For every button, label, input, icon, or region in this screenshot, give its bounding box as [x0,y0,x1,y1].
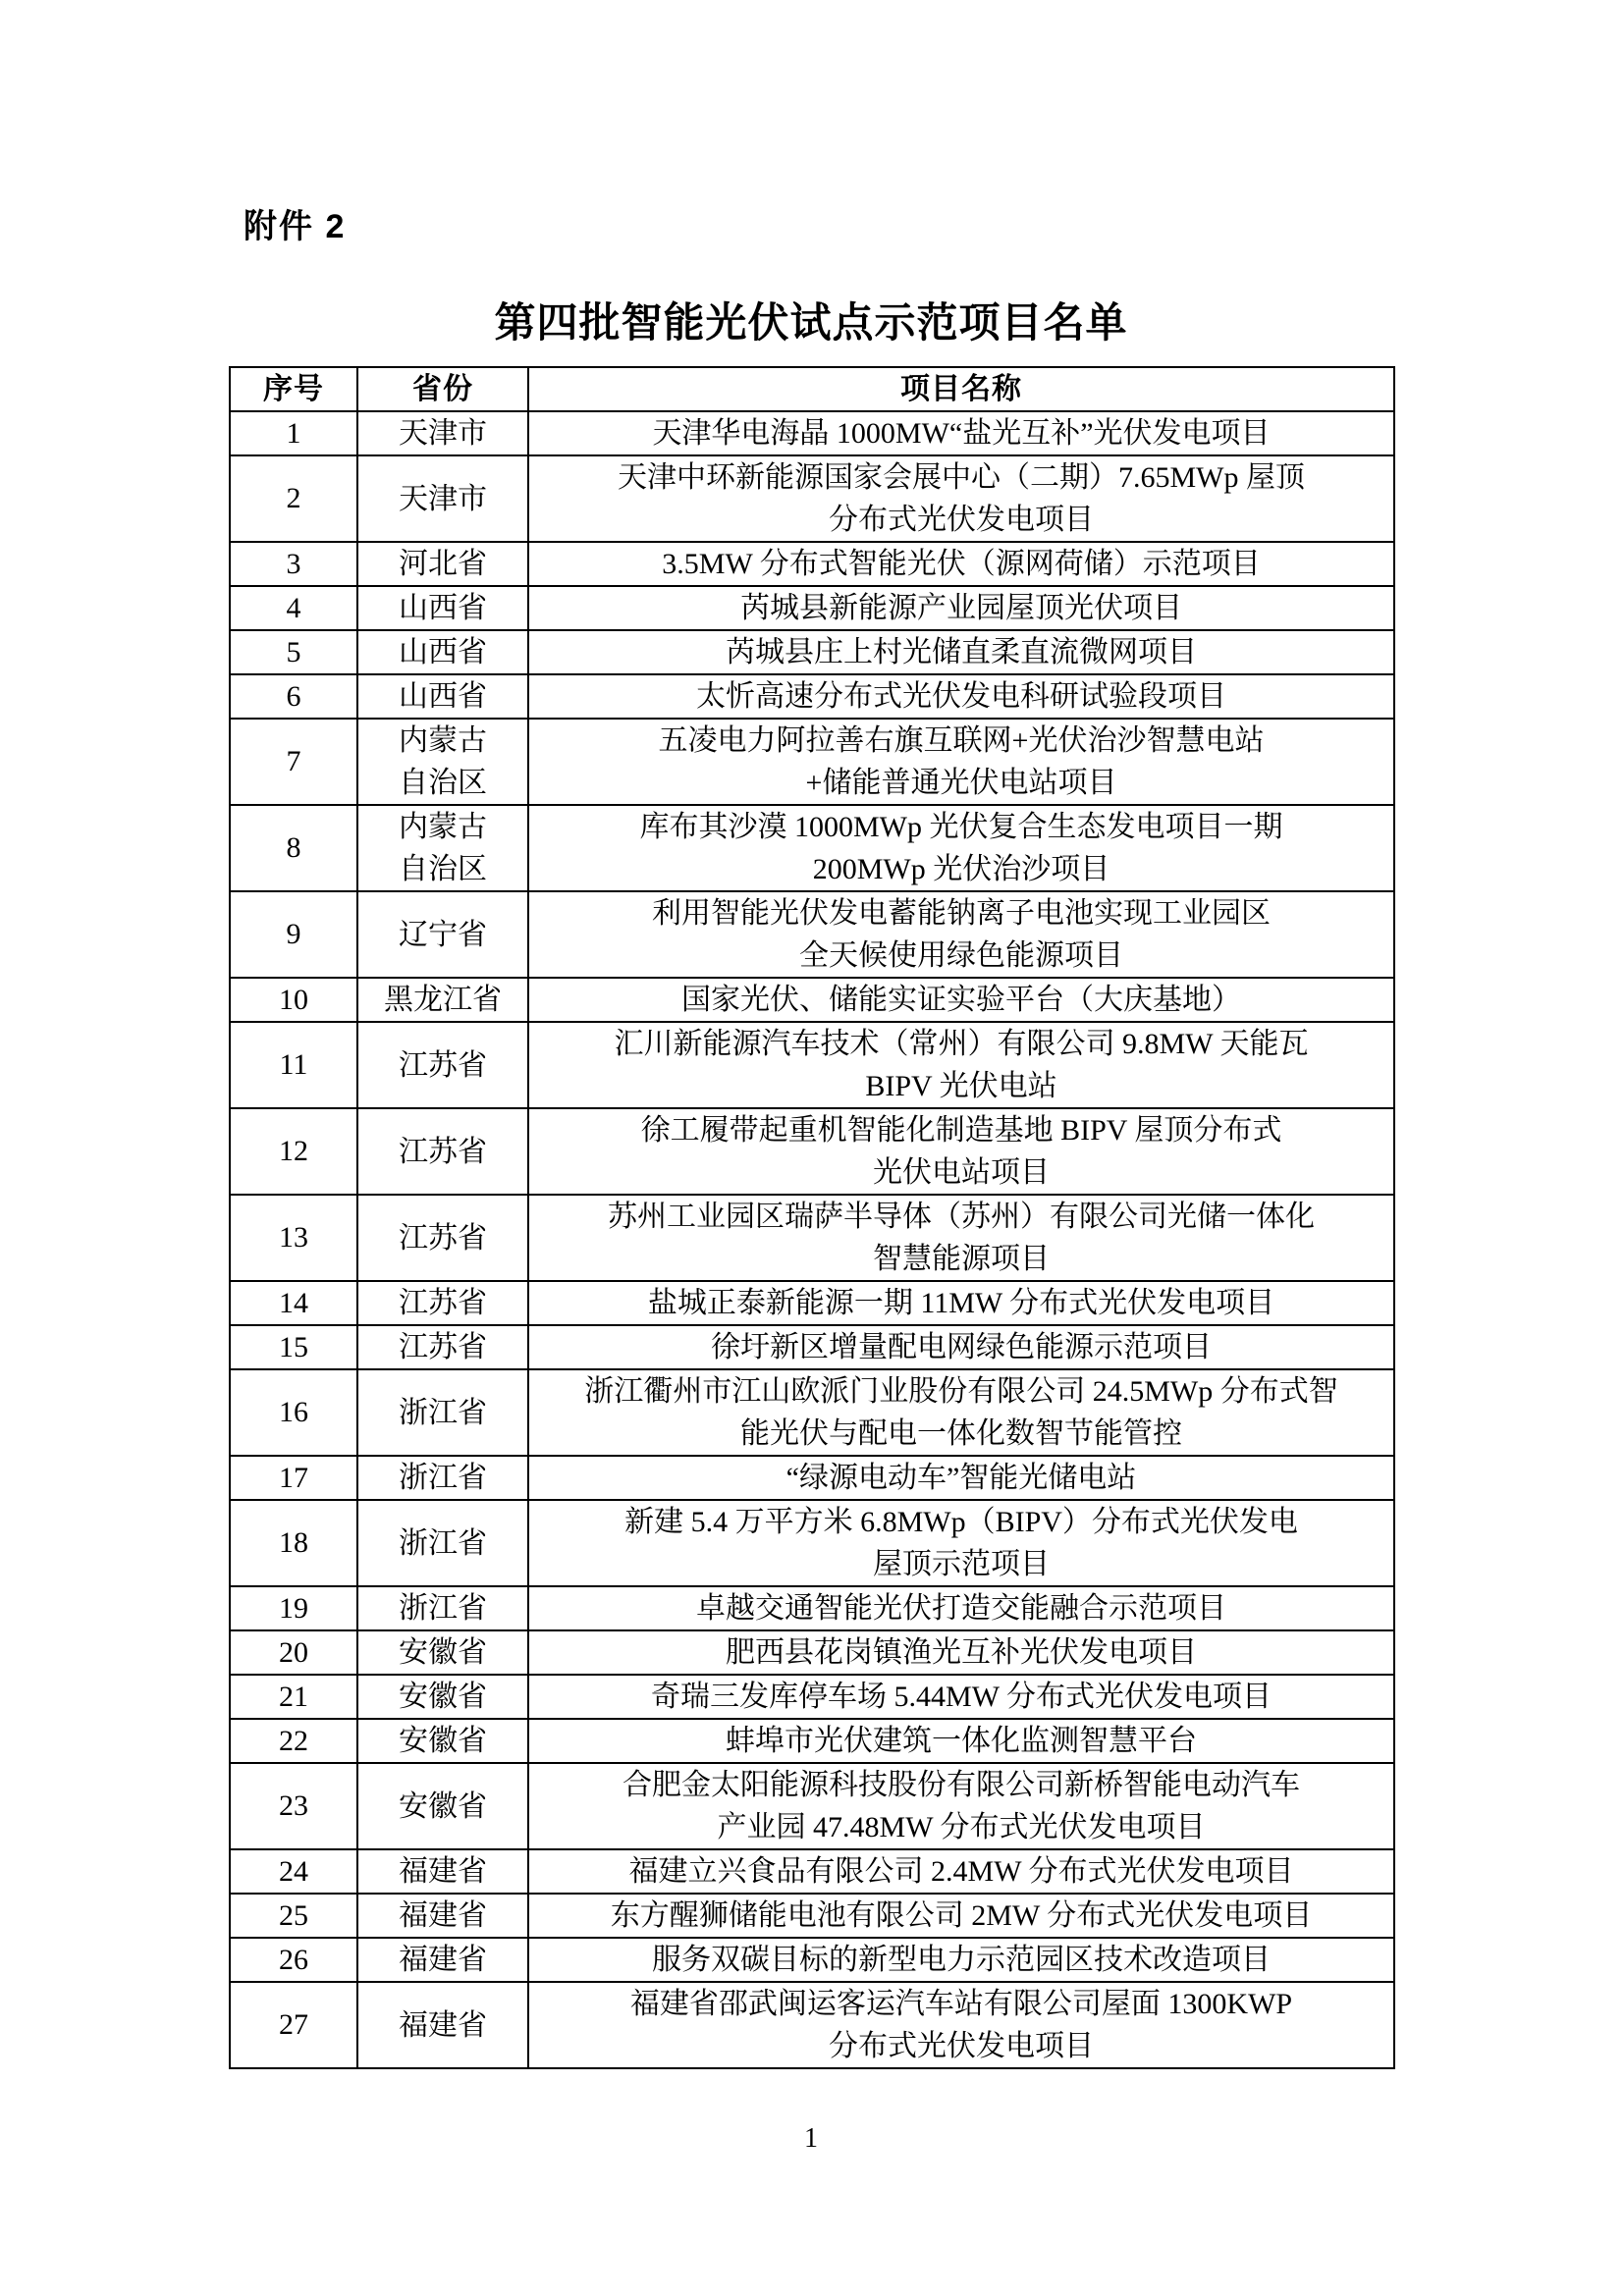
table-row [230,1630,1394,1675]
cell-project-name [528,1195,1394,1281]
table-row [230,1022,1394,1108]
table-row [230,1675,1394,1719]
cell-project-name [528,1500,1394,1586]
table-row [230,586,1394,630]
text-line: 福建立兴食品有限公司 2.4MW 分布式光伏发电项目 [628,1855,1294,1888]
text-line: 浙江省 [399,1396,487,1429]
cell-index: 5 [230,630,357,674]
cell-index: 27 [230,1982,357,2068]
cell-index: 23 [230,1763,357,1849]
text-line: 芮城县新能源产业园屋顶光伏项目 [740,592,1182,624]
text-line: BIPV 光伏电站 [865,1070,1057,1102]
text-line: 盐城正泰新能源一期 11MW 分布式光伏发电项目 [647,1287,1275,1319]
text-line: 江苏省 [399,1135,487,1168]
cell-project-name [528,1108,1394,1195]
text-line: 东方醒狮储能电池有限公司 2MW 分布式光伏发电项目 [610,1899,1313,1932]
cell-province [357,586,528,630]
cell-project-name [528,1456,1394,1500]
cell-province [357,1719,528,1763]
text-line: 光伏电站项目 [873,1156,1050,1189]
cell-project-name [528,1763,1394,1849]
cell-province [357,1108,528,1195]
text-line: 天津中环新能源国家会展中心（二期）7.65MWp 屋顶 [618,461,1305,494]
table-row [230,978,1394,1022]
projects-table [229,366,1395,2069]
text-line: 浙江省 [399,1526,487,1560]
text-line: 山西省 [399,636,487,668]
cell-index: 4 [230,586,357,630]
text-line: 河北省 [399,548,487,580]
text-line: 山西省 [399,680,487,713]
text-line: 徐工履带起重机智能化制造基地 BIPV 屋顶分布式 [640,1114,1282,1147]
text-line: 江苏省 [399,1331,487,1363]
cell-index: 22 [230,1719,357,1763]
text-line: 辽宁省 [399,918,487,951]
page-title: 第四批智能光伏试点示范项目名单 [494,299,1128,346]
cell-index: 1 [230,411,357,455]
cell-province [357,1369,528,1456]
text-line: 福建省 [399,1944,487,1976]
text-line: 服务双碳目标的新型电力示范园区技术改造项目 [652,1944,1271,1976]
text-line: 分布式光伏发电项目 [829,504,1094,536]
cell-province [357,542,528,586]
cell-index: 20 [230,1630,357,1675]
cell-project-name [528,1938,1394,1982]
table-row [230,630,1394,674]
text-line: 山西省 [399,592,487,624]
cell-project-name [528,1586,1394,1630]
table-row [230,1586,1394,1630]
text-line: 浙江省 [399,1592,487,1625]
text-line: 太忻高速分布式光伏发电科研试验段项目 [696,680,1226,713]
text-line: 安徽省 [399,1789,487,1823]
text-line: 国家光伏、储能实证实验平台（大庆基地） [681,984,1241,1016]
table-row [230,1849,1394,1894]
cell-province [357,1195,528,1281]
text-line: 全天候使用绿色能源项目 [799,939,1123,972]
cell-province [357,1500,528,1586]
table-row [230,455,1394,542]
table-row [230,1325,1394,1369]
table-body [230,411,1394,2068]
table-row [230,719,1394,805]
cell-index: 25 [230,1894,357,1938]
cell-province [357,630,528,674]
cell-project-name [528,1630,1394,1675]
cell-project-name [528,674,1394,719]
text-line: 内蒙古 [399,724,487,757]
page-number: 1 [804,2123,818,2154]
cell-province [357,1938,528,1982]
cell-index: 26 [230,1938,357,1982]
cell-province [357,978,528,1022]
cell-index: 10 [230,978,357,1022]
cell-project-name [528,805,1394,891]
cell-index: 19 [230,1586,357,1630]
cell-project-name [528,1369,1394,1456]
cell-province [357,1982,528,2068]
cell-province [357,1022,528,1108]
text-line: 自治区 [399,767,487,799]
cell-province [357,719,528,805]
cell-project-name [528,586,1394,630]
text-line: 江苏省 [399,1048,487,1082]
cell-province [357,1675,528,1719]
cell-province [357,1586,528,1630]
text-line: 福建省 [399,1855,487,1888]
text-line: 安徽省 [399,1725,487,1757]
text-line: 屋顶示范项目 [873,1548,1050,1580]
header-cell-province: 省份 [357,367,528,411]
cell-index: 6 [230,674,357,719]
cell-province [357,1325,528,1369]
cell-project-name [528,1281,1394,1325]
cell-project-name [528,1849,1394,1894]
text-line: 产业园 47.48MW 分布式光伏发电项目 [717,1811,1206,1843]
cell-province [357,805,528,891]
text-line: 芮城县庄上村光储直柔直流微网项目 [726,636,1197,668]
table-row [230,542,1394,586]
cell-index: 7 [230,719,357,805]
text-line: 安徽省 [399,1636,487,1669]
cell-project-name [528,978,1394,1022]
text-line: 肥西县花岗镇渔光互补光伏发电项目 [726,1636,1197,1669]
text-line: 天津华电海晶 1000MW“盐光互补”光伏发电项目 [652,417,1271,450]
cell-project-name [528,1894,1394,1938]
table-row [230,1938,1394,1982]
cell-project-name [528,411,1394,455]
text-line: 自治区 [399,853,487,885]
text-line: 新建 5.4 万平方米 6.8MWp（BIPV）分布式光伏发电 [624,1506,1298,1538]
text-line: 200MWp 光伏治沙项目 [812,853,1110,885]
cell-project-name [528,630,1394,674]
cell-index: 13 [230,1195,357,1281]
text-line: 徐圩新区增量配电网绿色能源示范项目 [711,1331,1212,1363]
text-line: 浙江省 [399,1462,487,1494]
table-row [230,411,1394,455]
cell-project-name [528,1675,1394,1719]
text-line: 内蒙古 [399,811,487,843]
cell-project-name [528,542,1394,586]
cell-province [357,891,528,978]
text-line: 分布式光伏发电项目 [829,2030,1094,2062]
cell-index: 11 [230,1022,357,1108]
cell-project-name [528,891,1394,978]
cell-index: 17 [230,1456,357,1500]
cell-province [357,455,528,542]
cell-province [357,1281,528,1325]
table-row [230,1982,1394,2068]
text-line: 蚌埠市光伏建筑一体化监测智慧平台 [726,1725,1197,1757]
cell-province [357,1894,528,1938]
text-line: 利用智能光伏发电蓄能钠离子电池实现工业园区 [652,897,1271,930]
cell-project-name [528,1325,1394,1369]
text-line: 合肥金太阳能源科技股份有限公司新桥智能电动汽车 [623,1769,1300,1801]
text-line: 能光伏与配电一体化数智节能管控 [740,1417,1182,1450]
text-line: 卓越交通智能光伏打造交能融合示范项目 [696,1592,1226,1625]
text-line: 福建省 [399,2008,487,2042]
table-row [230,1456,1394,1500]
cell-index: 2 [230,455,357,542]
text-line: 天津市 [399,417,487,450]
text-line: 黑龙江省 [384,984,502,1016]
cell-province [357,1630,528,1675]
cell-index: 12 [230,1108,357,1195]
text-line: 奇瑞三发库停车场 5.44MW 分布式光伏发电项目 [651,1681,1272,1713]
cell-index: 15 [230,1325,357,1369]
cell-province [357,411,528,455]
cell-province [357,1849,528,1894]
text-line: 福建省邵武闽运客运汽车站有限公司屋面 1300KWP [629,1988,1293,2020]
cell-index: 14 [230,1281,357,1325]
table-row [230,1281,1394,1325]
cell-index: 24 [230,1849,357,1894]
table-row [230,1369,1394,1456]
cell-index: 3 [230,542,357,586]
table-row [230,1195,1394,1281]
cell-project-name [528,1719,1394,1763]
header-cell-index: 序号 [230,367,357,411]
text-line: 苏州工业园区瑞萨半导体（苏州）有限公司光储一体化 [608,1201,1315,1233]
text-line: 库布其沙漠 1000MWp 光伏复合生态发电项目一期 [639,811,1283,843]
cell-project-name [528,455,1394,542]
text-line: 汇川新能源汽车技术（常州）有限公司 9.8MW 天能瓦 [614,1028,1309,1060]
text-line: 福建省 [399,1899,487,1932]
text-line: “绿源电动车”智能光储电站 [785,1462,1137,1494]
table-row [230,1719,1394,1763]
text-line: 浙江衢州市江山欧派门业股份有限公司 24.5MWp 分布式智 [584,1375,1338,1408]
cell-index: 16 [230,1369,357,1456]
cell-index: 9 [230,891,357,978]
table-row [230,674,1394,719]
cell-index: 18 [230,1500,357,1586]
text-line: 江苏省 [399,1287,487,1319]
text-line: 智慧能源项目 [873,1243,1050,1275]
cell-project-name [528,1982,1394,2068]
cell-province [357,1763,528,1849]
table-row [230,1763,1394,1849]
cell-project-name [528,1022,1394,1108]
table-row [230,805,1394,891]
text-line: +储能普通光伏电站项目 [805,767,1117,799]
text-line: 安徽省 [399,1681,487,1713]
text-line: 3.5MW 分布式智能光伏（源网荷储）示范项目 [662,548,1261,580]
cell-province [357,1456,528,1500]
cell-project-name [528,719,1394,805]
header-cell-project-name: 项目名称 [528,367,1394,411]
table-row [230,1108,1394,1195]
table-header [230,367,1394,411]
table-header-row [230,367,1394,411]
table-row [230,891,1394,978]
table-row [230,1894,1394,1938]
text-line: 五凌电力阿拉善右旗互联网+光伏治沙智慧电站 [658,724,1265,757]
cell-index: 8 [230,805,357,891]
text-line: 江苏省 [399,1221,487,1255]
attachment-label: 附件 2 [244,208,347,245]
table-row [230,1500,1394,1586]
cell-index: 21 [230,1675,357,1719]
text-line: 天津市 [399,482,487,515]
cell-province [357,674,528,719]
